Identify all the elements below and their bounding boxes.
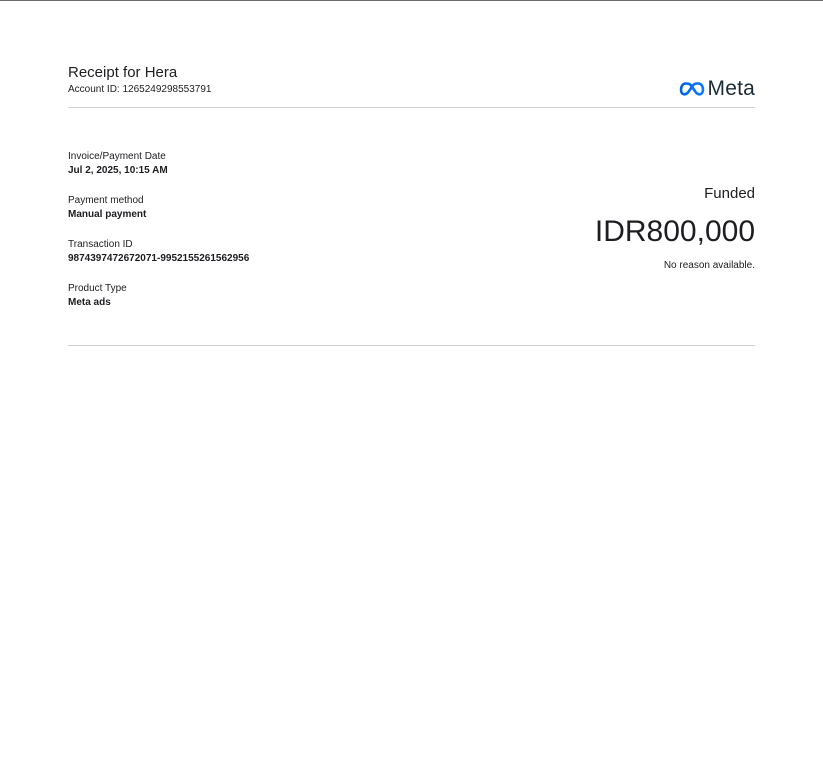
product-type-label: Product Type	[68, 283, 127, 294]
meta-infinity-icon	[679, 81, 705, 97]
field-transaction-id	[68, 239, 408, 265]
payment-summary	[455, 185, 755, 272]
product-type-value: Meta ads	[68, 297, 111, 308]
payment-status: Funded	[704, 185, 755, 202]
transaction-id-label: Transaction ID	[68, 239, 133, 250]
payment-reason: No reason available.	[663, 260, 755, 271]
payment-method-value: Manual payment	[68, 209, 147, 220]
field-product-type	[68, 283, 408, 309]
invoice-date-value: Jul 2, 2025, 10:15 AM	[68, 165, 168, 176]
meta-logo	[679, 78, 756, 100]
payment-amount: IDR800,000	[594, 215, 755, 248]
invoice-date-label: Invoice/Payment Date	[68, 151, 166, 162]
meta-logo-text: Meta	[707, 77, 755, 100]
field-invoice-date	[68, 151, 408, 177]
receipt-title: Receipt for Hera	[68, 64, 178, 81]
section-divider	[68, 345, 755, 346]
account-id: Account ID: 1265249298553791	[68, 84, 212, 95]
field-payment-method	[68, 195, 408, 221]
receipt-header	[68, 64, 755, 108]
payment-method-label: Payment method	[68, 195, 144, 206]
transaction-id-value: 9874397472672071-9952155261562956	[68, 253, 250, 264]
payment-details	[68, 151, 408, 327]
